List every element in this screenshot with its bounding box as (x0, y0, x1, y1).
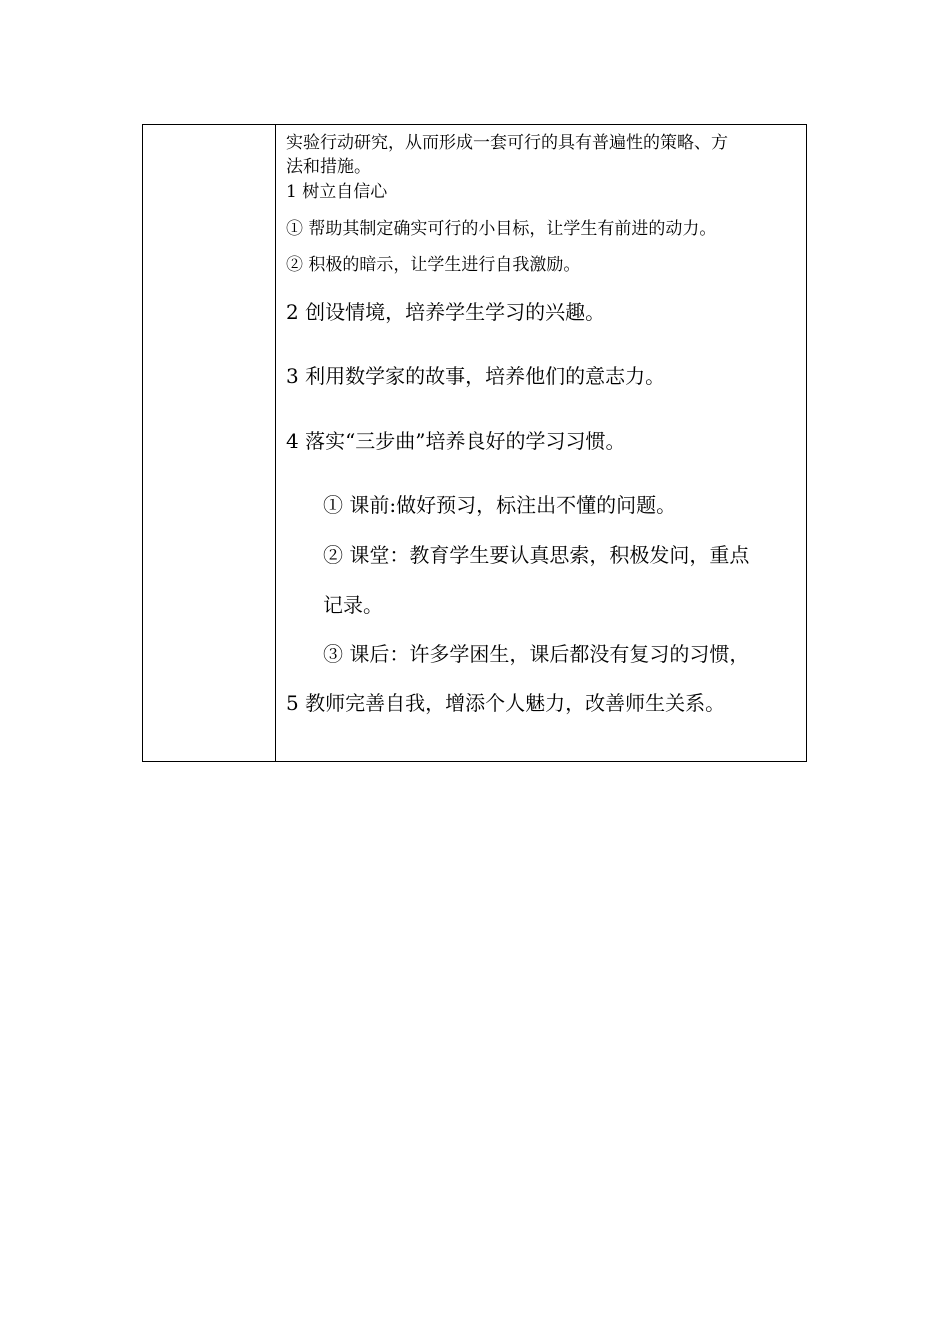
item-4-sub-3: ③ 课后：许多学困生，课后都没有复习的习惯， (323, 642, 750, 666)
item-1-title: 1 树立自信心 (286, 182, 388, 202)
item-2: 2 创设情境，培养学生学习的兴趣。 (286, 300, 606, 324)
table-right-cell (276, 125, 806, 761)
item-4: 4 落实“三步曲”培养良好的学习习惯。 (286, 429, 626, 453)
item-1-sub-2: ② 积极的暗示，让学生进行自我激励。 (286, 255, 581, 275)
item-4-sub-2-line-2: 记录。 (323, 593, 383, 617)
content-table (142, 124, 807, 762)
item-3: 3 利用数学家的故事，培养他们的意志力。 (286, 364, 666, 388)
item-4-sub-2-line-1: ② 课堂：教育学生要认真思索，积极发问，重点 (323, 543, 750, 567)
table-left-cell (143, 125, 276, 761)
item-5: 5 教师完善自我，增添个人魅力，改善师生关系。 (286, 691, 726, 715)
item-1-sub-1: ① 帮助其制定确实可行的小目标，让学生有前进的动力。 (286, 219, 717, 239)
intro-line-2: 法和措施。 (286, 157, 371, 177)
intro-line-1: 实验行动研究，从而形成一套可行的具有普遍性的策略、方 (286, 133, 728, 153)
item-4-sub-1: ① 课前:做好预习，标注出不懂的问题。 (323, 493, 677, 517)
